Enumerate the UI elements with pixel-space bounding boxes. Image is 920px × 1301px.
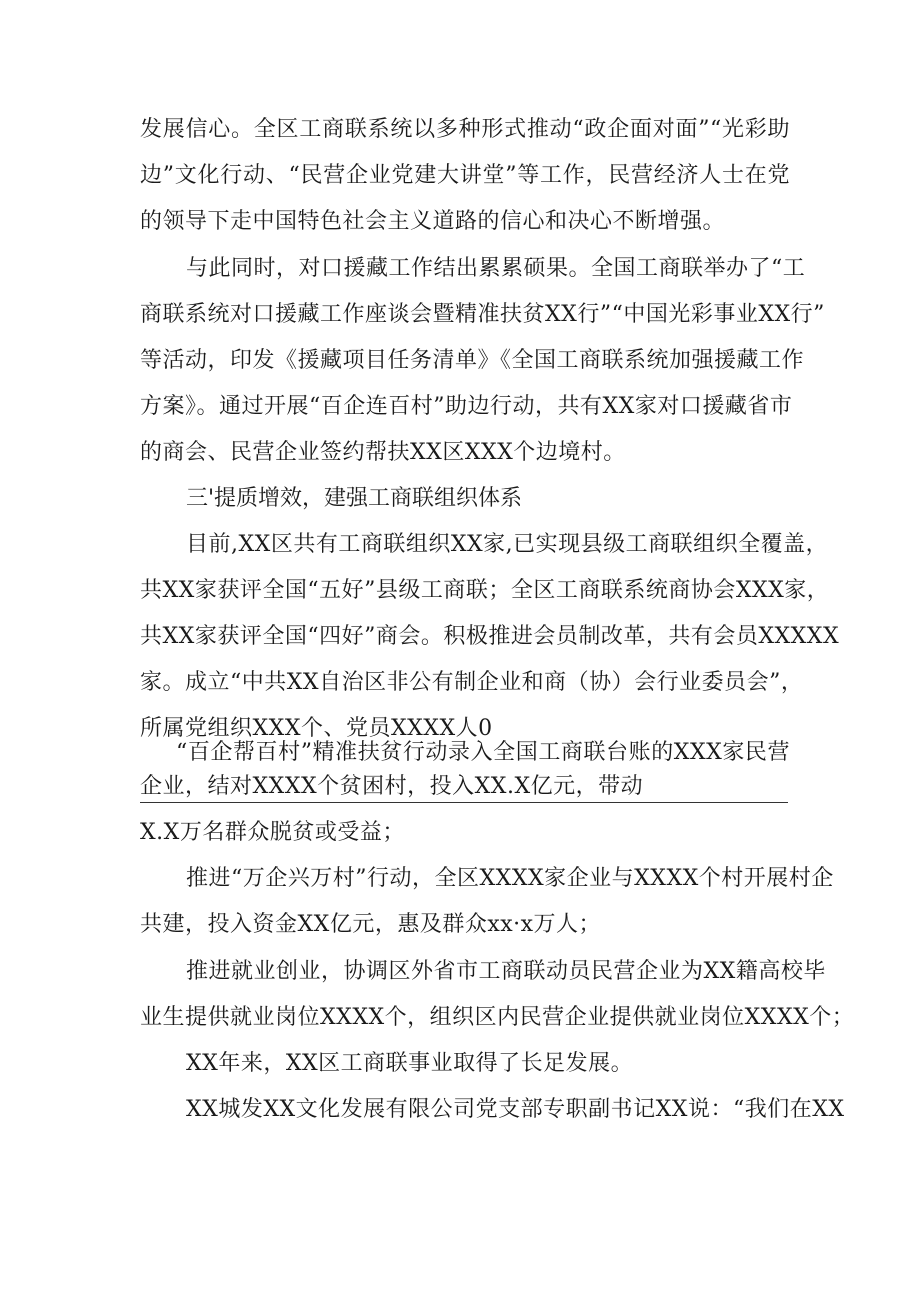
para1-line1: 发展信心。全区工商联系统以多种形式推动“政企面对面”“光彩助 xyxy=(140,117,790,142)
para6-line1: 推进就业创业，协调区外省市工商联动员民营企业为XX籍高校毕 xyxy=(186,959,826,984)
para7: XX年来，XX区工商联事业取得了长足发展。 xyxy=(186,1051,634,1076)
para1-line2: 边”文化行动、“民营企业党建大讲堂”等工作，民营经济人士在党 xyxy=(140,163,790,188)
para2-line1: 与此同时，对口援藏工作结出累累硕果。全国工商联举办了“工 xyxy=(186,256,806,281)
para4-continuation: X.X万名群众脱贫或受益； xyxy=(140,820,405,845)
para8-line1: XX城发XX文化发展有限公司党支部专职副书记XX说：“我们在XX xyxy=(186,1097,845,1122)
section-heading-3: 三'提质增效，建强工商联组织体系 xyxy=(186,486,523,511)
para3-line4: 家。成立“中共XX自治区非公有制企业和商（协）会行业委员会”， xyxy=(140,670,804,695)
para3-line3: 共XX家获评全国“四好”商会。积极推进会员制改革，共有会员XXXXX xyxy=(140,624,840,649)
para4-line1: “百企帮百村”精准扶贫行动录入全国工商联台账的XXX家民营 xyxy=(176,740,790,765)
para3-line2: 共XX家获评全国“五好”县级工商联；全区工商联系统商协会XXX家， xyxy=(140,578,830,603)
para5-line1: 推进“万企兴万村”行动，全区XXXX家企业与XXXX个村开展村企 xyxy=(186,866,834,891)
page-divider xyxy=(140,802,788,803)
para2-line5: 的商会、民营企业签约帮扶XX区XXX个边境村。 xyxy=(140,440,626,465)
para3-line1: 目前,XX区共有工商联组织XX家,已实现县级工商联组织全覆盖， xyxy=(186,532,829,557)
para2-line4: 方案》。通过开展“百企连百村”助边行动，共有XX家对口援藏省市 xyxy=(140,394,793,419)
para1-line3: 的领导下走中国特色社会主义道路的信心和决心不断增强。 xyxy=(140,209,726,234)
para3-line5: 所属党组织XXX个、党员XXXX人0 xyxy=(140,716,493,741)
para4-line2: 企业，结对XXXX个贫困村，投入XX.X亿元，带动 xyxy=(140,774,644,799)
para2-line3: 等活动，印发《援藏项目任务清单》《全国工商联系统加强援藏工作 xyxy=(140,348,805,373)
para6-line2: 业生提供就业岗位XXXX个，组织区内民营企业提供就业岗位XXXX个； xyxy=(140,1005,855,1030)
para5-line2: 共建，投入资金XX亿元，惠及群众xx·x万人； xyxy=(140,912,602,937)
para2-line2: 商联系统对口援藏工作座谈会暨精准扶贫XX行”“中国光彩事业XX行” xyxy=(140,302,825,327)
